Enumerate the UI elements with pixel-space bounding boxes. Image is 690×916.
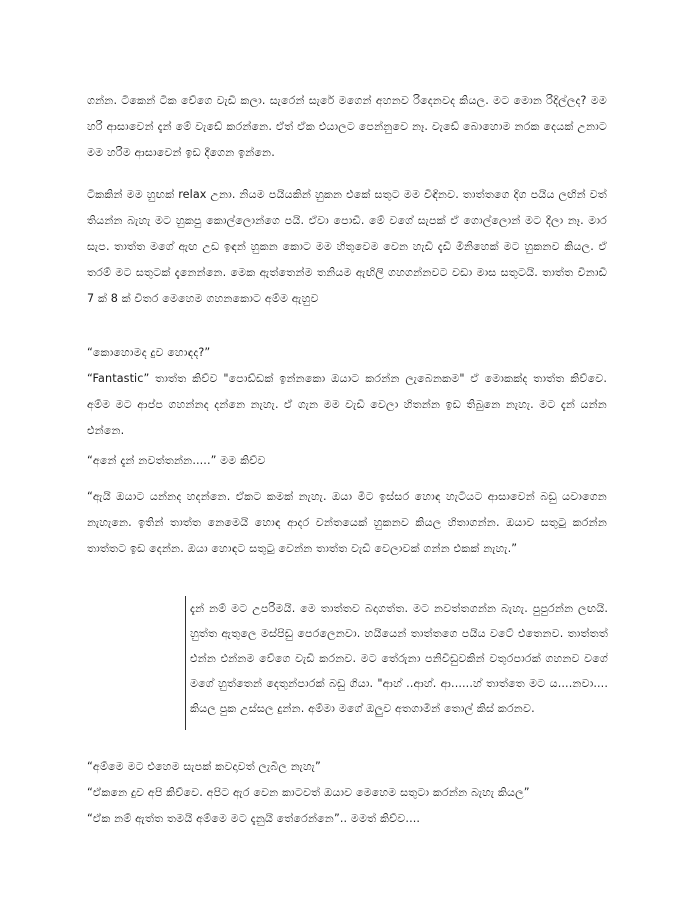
boxed-paragraph: දැන් නම් මට උපරිමයි. මෙ තාත්තව බදාගත්ත. මට නවත්තගන්න බැහැ. පුපුරන්න ලඟයි. හුත්ත ඇතුලෙ මස්පිඩු පෙරලෙනවා. හයියෙන් තාත්තගෙ පයිය වටේ එතෙනව. තාත්තත් එන්න එන්නම වේගෙ වැඩි කරනව. මට තේරුනා පනිවිඩුවකින් වතුරපාරක් ගහනව වගේ මගේ හුත්තෙන් දෙතුන්පාරක් බඩු ගියා. "ආහ් ..ආහ්. ආ......හ් තාත්තෙ මට ය....නවා.... කියල පුක උස්සල දුන්න. අම්මා මගේ ඔලුව අතගාමින් තොල් කිස් කරනව. (190, 602, 608, 715)
paragraph-2: ටිකකින් මම හුඟක් relax උනා. නියම පයියකින් හුකන එකේ සතුට මම විඳිනව. තාත්තගෙ දිග පයිය ලඟින් වත් තියන්න බැහැ මට හුකපු කොල්ලොන්ගෙ පයි. ඒවා පොඩි. මේ වගේ සැපක් ඒ ගොල්ලොන් මට දීලා නෑ. මාර සැප. තාත්ත මගේ ඇඟ උඩ ඉඳන් හුකන කොට මම හිතුවෙම වෙන හැඩි දැඩි මිනිහෙක් මට හුකනව කියල. ඒ තරම් මට සතුටක් දැනෙන්නෙ. මෙක ඇත්තෙන්ම තනියම ඇඟිලි ගහගන්නවට වඩා මාස සතුටයි. තාත්ත විනාඩි 7 ක් 8 ක් විතර මෙහෙම ගහනකොට අම්ම ඇහුව (87, 188, 607, 305)
paragraph-5: “අනේ දැන් නවත්තන්න.....” මම කිව්ව (87, 454, 266, 467)
paragraph-8: “ඒකනෙ දුව අපි කිව්වෙ. අපිට ඇර වෙන කාටවත් ඔයාව මෙහෙම සතුටා කරන්න බැහැ කියල” (87, 786, 530, 799)
paragraph-9: “ඒක නම් ඇත්ත තමයි අම්මෙ මට දැනුයි තේරෙන්නෙ”.. මමත් කිව්ව.... (87, 812, 421, 825)
paragraph-7: “අම්මෙ මට එහෙම සැපක් කවදාවත් ලැබිල නැහැ” (87, 760, 321, 773)
paragraph-4: “Fantastic” තාත්ත කිව්ව "පොඩ්ඩක් ඉන්නකො ඔයාට කරන්න ලැබෙනකම" ඒ මොකක්ද තාත්ත කිව්වෙ. අම්ම මට ආප්ප ගහන්නද දන්නෙ නැහැ. ඒ ගැන මම වැඩි වෙලා හිතන්න ඉඩ තිබුනෙ නැහැ. මට දැන් යන්න එන්නෙ. (87, 372, 607, 437)
paragraph-1: ගන්න. ටිකෙන් ටික වේගෙ වැඩි කලා. සැරෙන් සැරේ මගෙන් අහනව රිදෙනවද කියල. මට මොන රිදිල්ලද? මම හරි ආසාවෙන් දැන් මේ වැඩේ කරන්නෙ. ඒත් ඒක එයාලට පෙන්නුවෙ නෑ. වැඩේ බොහොම නරක දෙයක් උනාට මම හරිම ආසාවෙන් ඉඩ දීගෙන ඉන්නෙ. (87, 94, 607, 159)
paragraph-6: “ඇයි ඔයාට යන්නද හදන්නෙ. ඒකට කමක් නැහැ. ඔයා මීට ඉස්සර හොඳ හැටියට ආසාවෙන් බඩු යවාගෙන නැහැනෙ. ඉතින් තාත්ත නෙමෙයි හොඳ ආදර වන්තයෙක් හුකනව කියල හිතාගන්න. ඔයාව සතුටු කරන්න තාත්තට ඉඩ දෙන්න. ඔයා හොඳට සතුටු වෙන්න තාත්ත වැඩි වෙලාවක් ගන්න එකක් නැහැ.” (87, 490, 607, 555)
paragraph-3: “කොහොමද දුව හොඳද?” (87, 346, 211, 359)
indented-block (185, 596, 608, 730)
